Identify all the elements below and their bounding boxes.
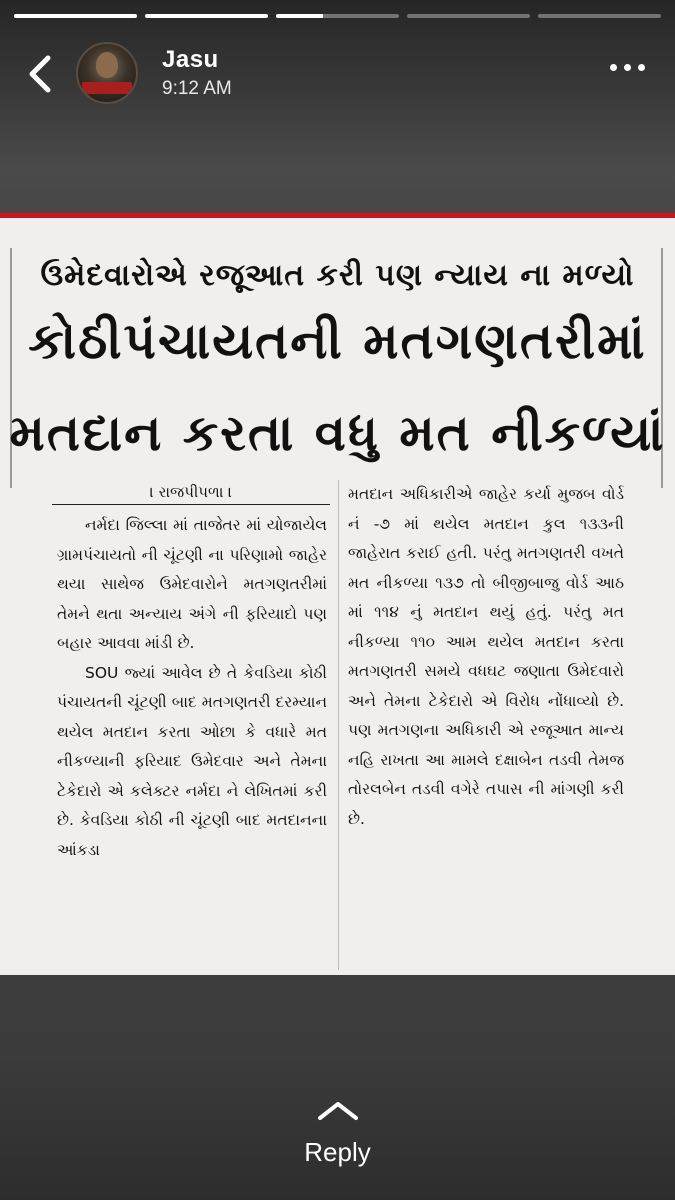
progress-segment — [538, 14, 661, 18]
progress-segment — [276, 14, 399, 18]
headline-line-1: કોઠીપંચાયતની મતગણતરીમાં — [28, 312, 647, 370]
progress-fill — [145, 14, 268, 18]
reply-button[interactable] — [0, 1098, 675, 1168]
progress-fill — [14, 14, 137, 18]
story-header — [0, 38, 675, 110]
headline-line-2: મતદાન કરતા વધુ મત નીકળ્યાં — [9, 404, 666, 462]
reply-label: Reply — [304, 1137, 371, 1167]
avatar[interactable] — [76, 42, 138, 104]
column-divider — [338, 480, 339, 970]
chevron-up-icon — [314, 1098, 362, 1122]
more-options-button[interactable] — [610, 64, 645, 71]
article-column-right — [348, 480, 624, 834]
more-dot — [638, 64, 645, 71]
chevron-left-icon — [22, 52, 58, 96]
paragraph: SOU જ્યાં આવેલ છે તે કેવડિયા કોઠી પંચાયતની ચૂંટણી બાદ મતગણતરી દરમ્યાન થયેલ મતદાન કરતા ઓછા કે વધારે મત નીકળ્યાની ફરિયાદ ઉમેદવાર અને તેમના ટેકેદારો એ કલેક્ટર નર્મદા ને લેખિતમાં કરી છે. કેવડિયા કોઠી ની ચૂંટણી બાદ મતદાનના આંકડા — [57, 663, 327, 859]
avatar-face — [96, 52, 118, 78]
username[interactable]: Jasu — [162, 46, 219, 73]
paragraph: નર્મદા જિલ્લા માં તાજેતર માં યોજાયેલ ગ્રામપંચાયતો ની ચૂંટણી ના પરિણામો જાહેર થયા સાથેજ ઉમેદવારોને મતગણતરીમાં તેમને થતા અન્યાય અંગે ની ફરિયાદો પણ બહાર આવવા માંડી છે. — [57, 516, 327, 652]
paragraph: મતદાન અધિકારીએ જાહેર કર્યા મુજબ વોર્ડ નં -૭ માં થયેલ મતદાન કુલ ૧૩૩ની જાહેરાત કરાઈ હતી. પરંતુ મતગણતરી વખતે મત નીકળ્યા ૧૩૭ તો બીજીબાજુ વોર્ડ આઠ માં ૧૧૪ નું મતદાન થયું હતું. પરંતુ મત નીકળ્યા ૧૧૦ આમ થયેલ મતદાન કરતા મતગણતરી સમયે વધઘટ જણાતા ઉમેદવારો અને તેમના ટેકેદારો એ વિરોધ નોંધાવ્યો છે. પણ મતગણના અધિકારી એ રજૂઆત માન્ય નહિ રાખતા આ મામલે દક્ષાબેન તડવી તેમજ તોરલબેન તડવી વગેરે તપાસ ની માંગણી કરી છે. — [348, 485, 624, 828]
news-clipping — [0, 213, 675, 975]
more-horizontal-icon — [610, 64, 617, 71]
progress-segment — [407, 14, 530, 18]
back-button[interactable] — [22, 52, 58, 96]
progress-fill — [276, 14, 323, 18]
story-progress — [14, 14, 661, 18]
post-time: 9:12 AM — [162, 78, 232, 99]
article-kicker: ઉમેદવારોએ રજૂઆત કરી પણ ન્યાય ના મળ્યો — [40, 258, 635, 293]
dateline: । રાજપીપળા । — [52, 483, 330, 505]
avatar-banner — [82, 82, 132, 94]
progress-segment — [145, 14, 268, 18]
progress-segment — [14, 14, 137, 18]
article-column-left — [57, 511, 327, 865]
more-dot — [624, 64, 631, 71]
